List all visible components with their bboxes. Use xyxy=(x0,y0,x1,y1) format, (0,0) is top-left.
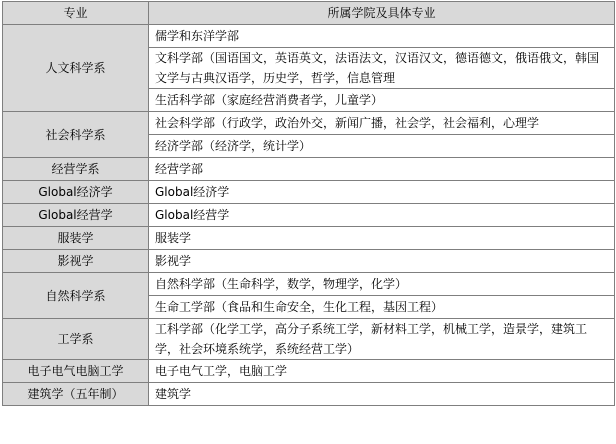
detail-cell: 自然科学部（生命科学，数学，物理学，化学） xyxy=(149,273,615,296)
table-header-row xyxy=(3,2,615,25)
majors-table xyxy=(2,1,615,406)
detail-cell: 生命工学部（食品和生命安全，生化工程，基因工程） xyxy=(149,296,615,319)
major-cell: 人文科学系 xyxy=(3,25,149,112)
detail-cell: 工科学部（化学工学，高分子系统工学，新材料工学，机械工学，造景学，建筑工学，社会环境系统学，系统经营工学） xyxy=(149,319,615,360)
major-cell: 影视学 xyxy=(3,250,149,273)
major-cell: 服装学 xyxy=(3,227,149,250)
table-row xyxy=(3,319,615,360)
major-cell: Global经营学 xyxy=(3,204,149,227)
major-cell: 工学系 xyxy=(3,319,149,360)
detail-cell: Global经济学 xyxy=(149,181,615,204)
detail-cell: 文科学部（国语国文，英语英文，法语法文，汉语汉文，德语德文，俄语俄文，韩国文学与古典汉语学，历史学，哲学，信息管理 xyxy=(149,48,615,89)
detail-cell: 经营学部 xyxy=(149,158,615,181)
table-row xyxy=(3,273,615,296)
major-cell: 社会科学系 xyxy=(3,112,149,158)
table-row xyxy=(3,204,615,227)
detail-cell: 影视学 xyxy=(149,250,615,273)
table-row xyxy=(3,181,615,204)
table-row xyxy=(3,112,615,135)
detail-cell: Global经营学 xyxy=(149,204,615,227)
detail-cell: 建筑学 xyxy=(149,383,615,406)
table-row xyxy=(3,158,615,181)
major-column-header: 专业 xyxy=(3,2,149,25)
detail-cell: 生活科学部（家庭经营消费者学，儿童学） xyxy=(149,89,615,112)
table-row xyxy=(3,360,615,383)
detail-cell: 服装学 xyxy=(149,227,615,250)
major-cell: 经营学系 xyxy=(3,158,149,181)
college-column-header: 所属学院及具体专业 xyxy=(149,2,615,25)
major-cell: Global经济学 xyxy=(3,181,149,204)
detail-cell: 社会科学部（行政学，政治外交，新闻广播，社会学，社会福利，心理学 xyxy=(149,112,615,135)
table-row xyxy=(3,25,615,48)
major-cell: 建筑学（五年制） xyxy=(3,383,149,406)
detail-cell: 经济学部（经济学，统计学） xyxy=(149,135,615,158)
detail-cell: 电子电气工学，电脑工学 xyxy=(149,360,615,383)
table-row xyxy=(3,250,615,273)
table-row xyxy=(3,383,615,406)
detail-cell: 儒学和东洋学部 xyxy=(149,25,615,48)
major-cell: 电子电气电脑工学 xyxy=(3,360,149,383)
table-row xyxy=(3,227,615,250)
major-cell: 自然科学系 xyxy=(3,273,149,319)
